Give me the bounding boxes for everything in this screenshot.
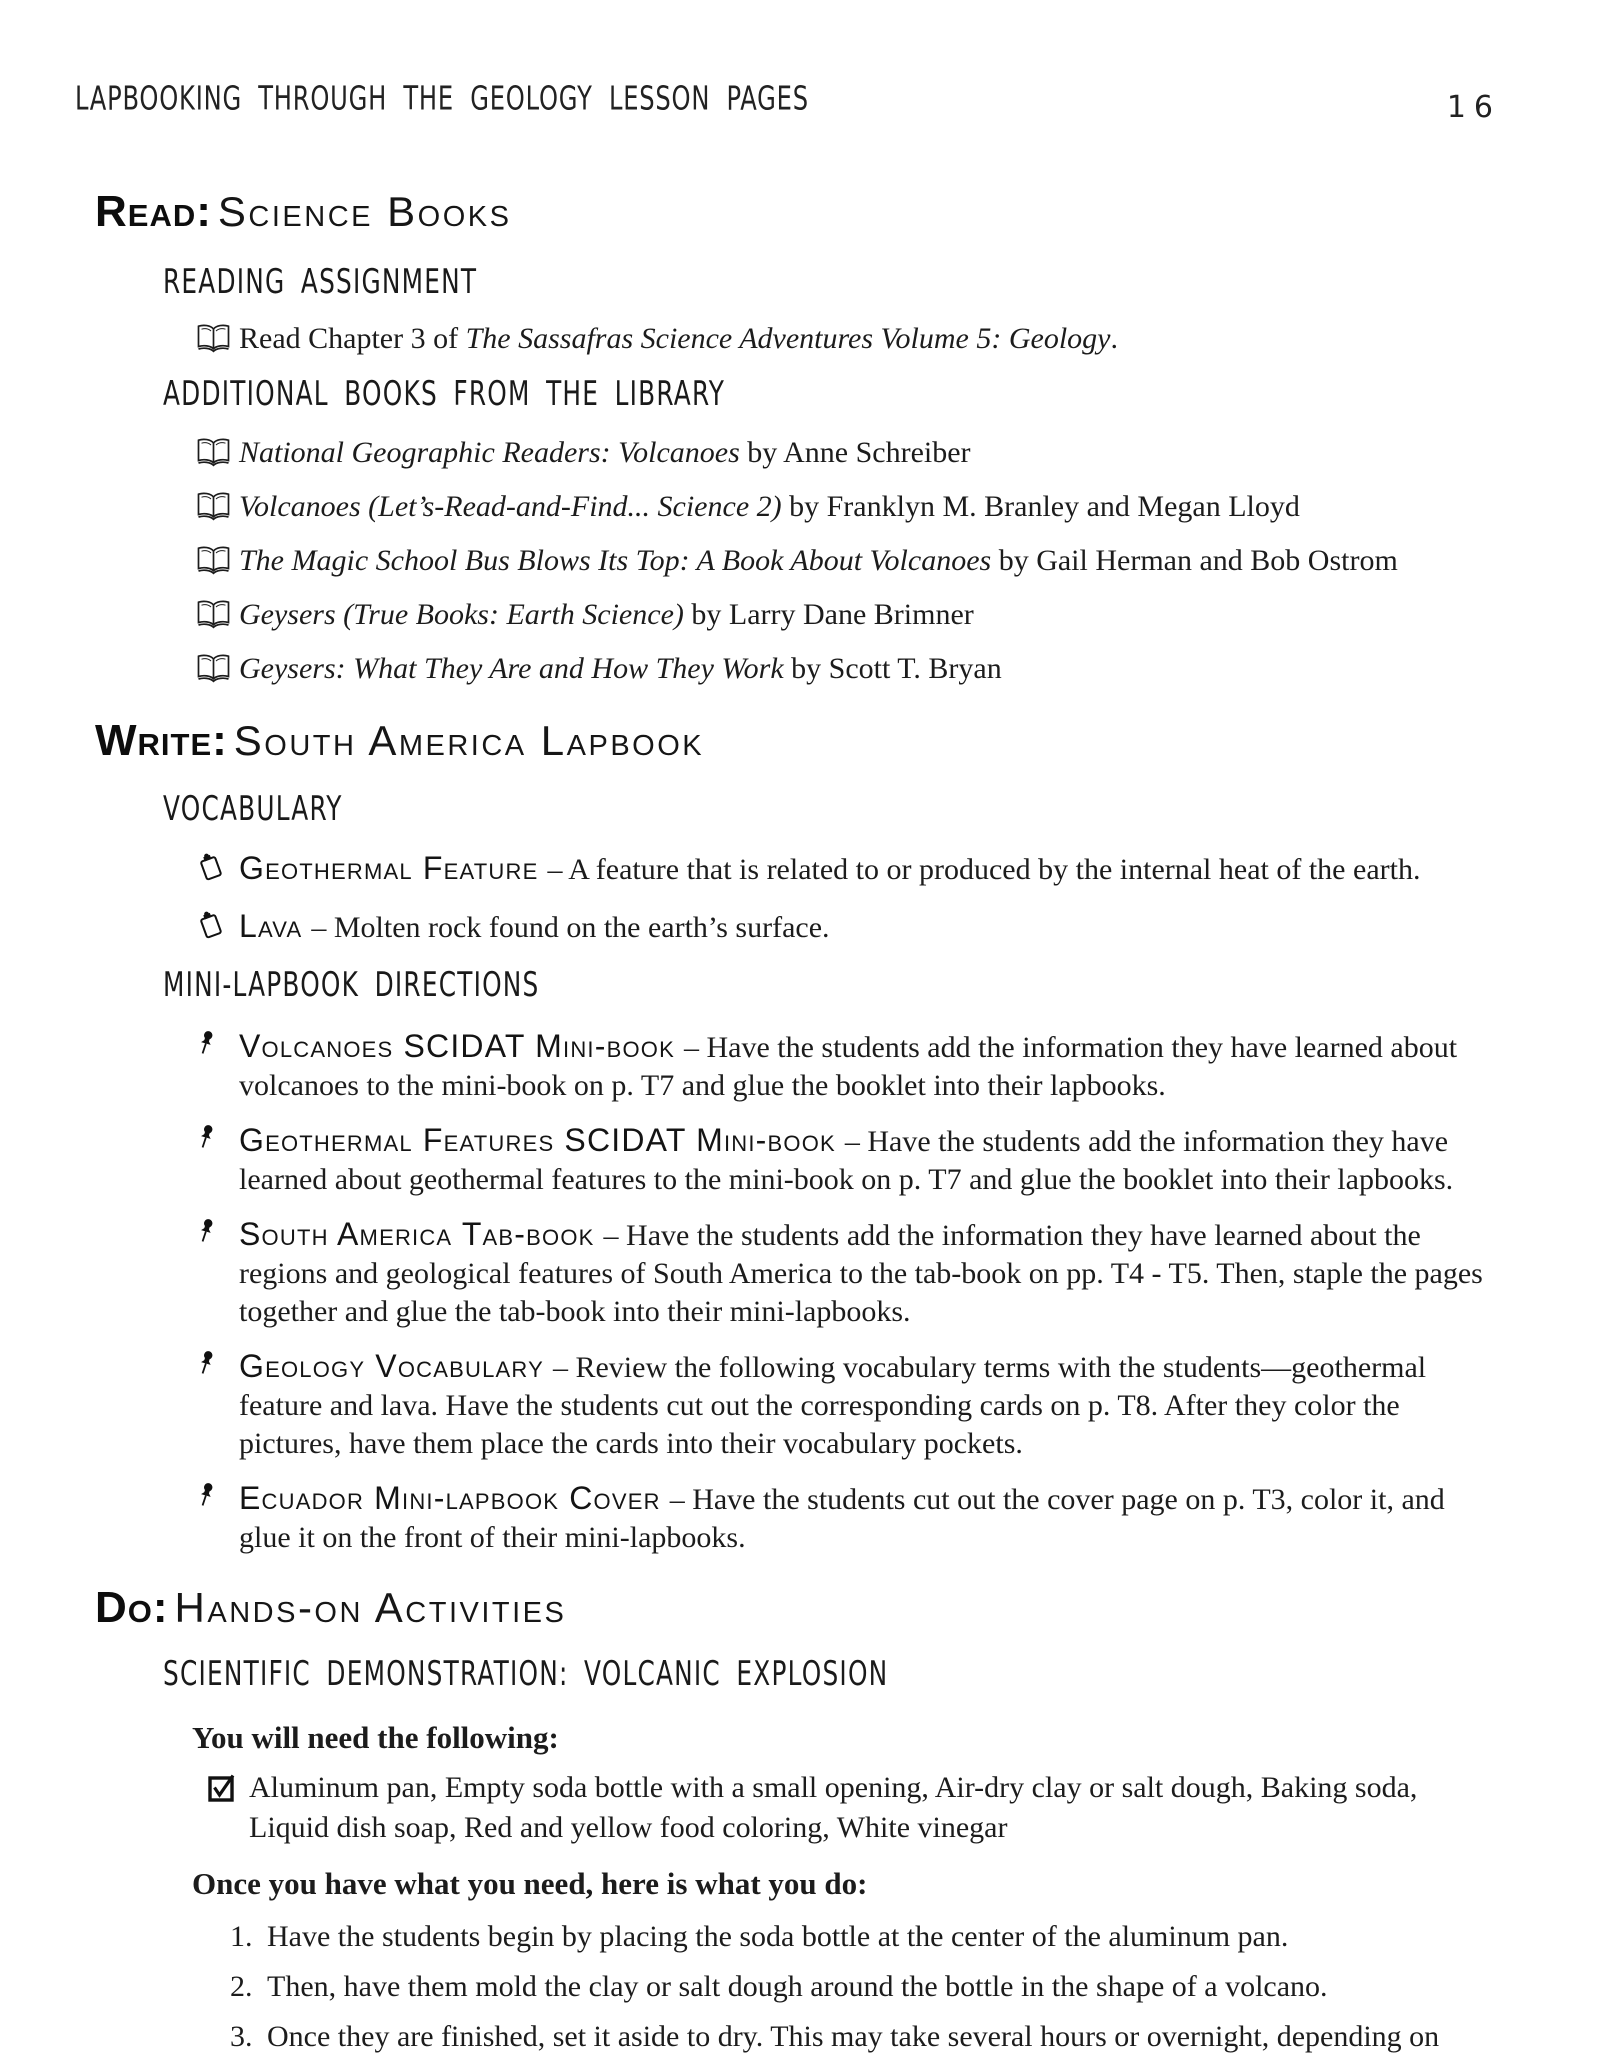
direction-text: – Have the students cut out the cover page on p. T3, color it, and glue it on the front of their mini-lapbooks. bbox=[239, 1483, 1445, 1554]
open-book-icon bbox=[195, 596, 239, 631]
open-book-icon bbox=[195, 488, 239, 523]
direction-text: – Review the following vocabulary terms with the students—geothermal feature and lava. Have the students cut out the corresponding cards on p. T8. After they color the pictures, have them place the cards into their vocabulary pockets. bbox=[239, 1351, 1427, 1460]
steps-list bbox=[95, 1918, 1495, 2056]
list-item bbox=[230, 1968, 1495, 2006]
direction-title: Volcanoes SCIDAT Mini-book bbox=[239, 1028, 675, 1064]
additional-books-heading: ADDITIONAL BOOKS FROM THE LIBRARY bbox=[163, 374, 726, 414]
clipboard-icon bbox=[195, 907, 239, 942]
book-title: National Geographic Readers: Volcanoes bbox=[239, 436, 740, 469]
step-number: 3. bbox=[230, 2020, 253, 2053]
list-item bbox=[195, 1121, 1495, 1199]
vocab-term: Lava bbox=[239, 908, 303, 944]
list-item bbox=[195, 488, 1495, 526]
reading-assignment-text bbox=[239, 320, 1118, 358]
direction-text: – Have the students add the information they have learned about geothermal features to the mini-book on p. T7 and glue the booklet into their lapbooks. bbox=[239, 1125, 1454, 1196]
clipboard-icon bbox=[195, 849, 239, 884]
pushpin-icon bbox=[195, 1347, 239, 1380]
list-item bbox=[195, 542, 1495, 580]
book-title: Geysers (True Books: Earth Science) bbox=[239, 598, 684, 631]
read-label: Read: bbox=[95, 187, 212, 236]
open-book-icon bbox=[195, 434, 239, 469]
reading-text-suffix: . bbox=[1110, 322, 1118, 355]
open-book-icon bbox=[195, 650, 239, 685]
direction-text: – Have the students add the information they have learned about volcanoes to the mini-book on p. T7 and glue the booklet into their lapbooks. bbox=[239, 1031, 1458, 1102]
direction-title: South America Tab-book bbox=[239, 1216, 595, 1252]
book-authors: by Gail Herman and Bob Ostrom bbox=[991, 544, 1398, 577]
list-item bbox=[195, 907, 1495, 947]
read-title: Science Books bbox=[217, 188, 512, 235]
direction-text: – Have the students add the information they have learned about the regions and geological features of South America to the tab-book on pp. T4 - T5. Then, staple the pages together and glue the tab-book into their mini-lapbooks. bbox=[239, 1219, 1483, 1328]
list-item bbox=[195, 849, 1495, 889]
steps-heading: Once you have what you need, here is what you do: bbox=[192, 1866, 868, 1901]
direction-title: Geothermal Features SCIDAT Mini-book bbox=[239, 1122, 836, 1158]
step-text: Then, have them mold the clay or salt dough around the bottle in the shape of a volcano. bbox=[267, 1970, 1328, 2003]
pushpin-icon bbox=[195, 1027, 239, 1060]
scientific-demonstration-heading: SCIENTIFIC DEMONSTRATION: VOLCANIC EXPLOSION bbox=[163, 1654, 889, 1694]
mini-lapbook-directions-heading: MINI-LAPBOOK DIRECTIONS bbox=[163, 965, 540, 1005]
step-text: Once they are finished, set it aside to dry. This may take several hours or overnight, depending on bbox=[267, 2020, 1440, 2053]
reading-assignment-item bbox=[195, 320, 1495, 358]
write-title: South America Lapbook bbox=[233, 717, 705, 764]
pushpin-icon bbox=[195, 1121, 239, 1154]
book-title: Geysers: What They Are and How They Work bbox=[239, 652, 784, 685]
list-item bbox=[195, 1027, 1495, 1105]
materials-item bbox=[207, 1768, 1495, 1848]
page-number: 16 bbox=[1446, 90, 1501, 125]
page-header bbox=[75, 80, 1501, 125]
list-item bbox=[195, 1215, 1495, 1331]
book-title: Volcanoes (Let’s-Read-and-Find... Science 2) bbox=[239, 490, 782, 523]
open-book-icon bbox=[195, 542, 239, 577]
vocab-definition: – A feature that is related to or produced by the internal heat of the earth. bbox=[547, 853, 1421, 886]
pushpin-icon bbox=[195, 1479, 239, 1512]
book-authors: by Franklyn M. Branley and Megan Lloyd bbox=[781, 490, 1300, 523]
step-number: 1. bbox=[230, 1920, 253, 1953]
reading-text-prefix: Read Chapter 3 of bbox=[239, 322, 466, 355]
book-authors: by Larry Dane Brimner bbox=[683, 598, 974, 631]
read-section-heading bbox=[95, 189, 1495, 242]
write-section-heading bbox=[95, 718, 1495, 771]
write-label: Write: bbox=[95, 716, 228, 765]
do-label: Do: bbox=[95, 1583, 169, 1632]
list-item bbox=[195, 650, 1495, 688]
pushpin-icon bbox=[195, 1215, 239, 1248]
vocabulary-heading: VOCABULARY bbox=[163, 789, 343, 829]
direction-title: Geology Vocabulary bbox=[239, 1348, 544, 1384]
mini-lapbook-directions-list bbox=[95, 1027, 1495, 1557]
reading-book-title: The Sassafras Science Adventures Volume 5: Geology bbox=[465, 322, 1111, 355]
book-authors: by Scott T. Bryan bbox=[783, 652, 1002, 685]
page-header-title: LAPBOOKING THROUGH THE GEOLOGY LESSON PAGES bbox=[75, 80, 809, 119]
direction-title: Ecuador Mini-lapbook Cover bbox=[239, 1480, 661, 1516]
step-number: 2. bbox=[230, 1970, 253, 2003]
book-authors: by Anne Schreiber bbox=[739, 436, 971, 469]
list-item bbox=[230, 1918, 1495, 1956]
open-book-icon bbox=[195, 320, 239, 355]
step-text: Have the students begin by placing the soda bottle at the center of the aluminum pan. bbox=[267, 1920, 1289, 1953]
library-book-list bbox=[95, 434, 1495, 688]
vocabulary-list bbox=[95, 849, 1495, 947]
list-item bbox=[195, 1479, 1495, 1557]
materials-heading: You will need the following: bbox=[192, 1720, 559, 1755]
list-item bbox=[195, 434, 1495, 472]
list-item bbox=[195, 596, 1495, 634]
do-title: Hands-on Activities bbox=[174, 1584, 567, 1631]
book-title: The Magic School Bus Blows Its Top: A Book About Volcanoes bbox=[239, 544, 992, 577]
reading-assignment-heading: READING ASSIGNMENT bbox=[163, 262, 478, 302]
do-section-heading bbox=[95, 1585, 1495, 1638]
vocab-term: Geothermal Feature bbox=[239, 850, 539, 886]
list-item bbox=[230, 2018, 1495, 2056]
list-item bbox=[195, 1347, 1495, 1463]
vocab-definition: – Molten rock found on the earth’s surface. bbox=[311, 911, 830, 944]
checked-checkbox-icon bbox=[207, 1768, 249, 1804]
materials-text: Aluminum pan, Empty soda bottle with a small opening, Air-dry clay or salt dough, Baking soda, Liquid dish soap, Red and yellow food coloring, White vinegar bbox=[249, 1771, 1418, 1844]
